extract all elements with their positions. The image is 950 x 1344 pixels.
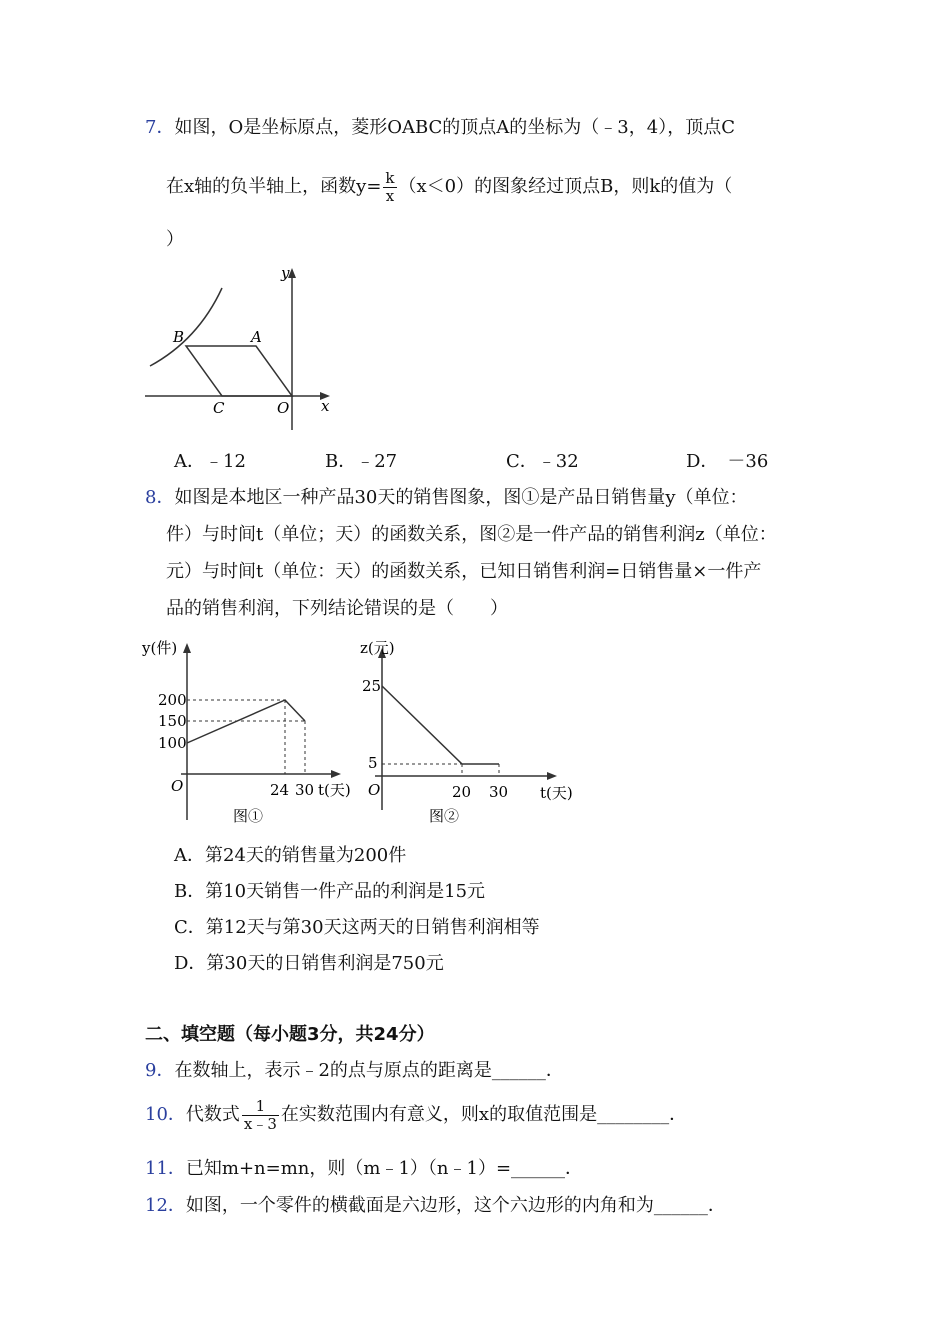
q8-line3: 元）与时间t（单位：天）的函数关系，已知日销售利润=日销售量×一件产 — [166, 561, 762, 582]
fig1-x-arrow — [331, 770, 341, 778]
q10-frac-bottom: x﹣3 — [243, 1114, 277, 1133]
fig1-y-arrow — [183, 643, 191, 653]
q7-rhombus — [186, 346, 292, 396]
q7-hyperbola — [150, 288, 222, 366]
q10-text-pre: 代数式 — [185, 1104, 240, 1125]
fig2-ytick-25: 25 — [362, 677, 382, 695]
q8-number: 8． — [145, 487, 175, 508]
fig1-ytick-150: 150 — [158, 712, 187, 730]
q8-option-a: A．第24天的销售量为200件 — [174, 845, 407, 866]
fig2-ylabel: z(元) — [360, 639, 395, 657]
q12 — [145, 1195, 726, 1217]
fig1-origin: O — [171, 777, 184, 795]
q7-label-x: x — [321, 397, 330, 415]
q9-text: 在数轴上，表示﹣2的点与原点的距离是______． — [174, 1060, 564, 1081]
q7-line3: ） — [166, 229, 184, 250]
q8-option-c: C．第12天与第30天这两天的日销售利润相等 — [174, 917, 540, 938]
q7-option-c: C．﹣32 — [506, 451, 579, 472]
q7-number: 7． — [145, 117, 175, 138]
q7-label-a: A — [251, 328, 262, 346]
q7-option-a: A．﹣12 — [174, 451, 246, 472]
q8-figure-1 — [140, 634, 365, 830]
q10-frac-top: 1 — [242, 1098, 279, 1116]
fig1-xtick-30: 30 — [295, 781, 315, 799]
q10 — [145, 1098, 687, 1132]
q7-text-line2-pre: 在x轴的负半轴上，函数y= — [166, 176, 382, 197]
q8-line1 — [145, 487, 748, 509]
fig1-ytick-100: 100 — [158, 734, 187, 752]
q11 — [145, 1158, 583, 1180]
q11-text: 已知m+n=mn，则（m﹣1）（n﹣1）=______． — [185, 1158, 584, 1179]
fig1-xtick-24: 24 — [270, 781, 290, 799]
q11-number: 11． — [145, 1158, 186, 1179]
q7-frac-bottom: x — [385, 186, 395, 205]
q8-figure-2 — [360, 634, 590, 830]
q7-label-b: B — [173, 328, 185, 346]
fig2-caption: 图② — [429, 807, 460, 825]
fig2-x-arrow — [547, 772, 557, 780]
q8-text-line1: 如图是本地区一种产品30天的销售图象，图①是产品日销售量y（单位： — [174, 487, 748, 508]
q10-text-post: 在实数范围内有意义，则x的取值范围是________． — [280, 1104, 688, 1125]
fig1-xlabel: t(天) — [318, 781, 351, 799]
fig1-line — [187, 700, 305, 743]
q8-line2: 件）与时间t（单位；天）的函数关系，图②是一件产品的销售利润z（单位： — [166, 524, 777, 545]
q7-frac-top: k — [385, 169, 395, 187]
fig2-origin: O — [368, 781, 381, 799]
fig2-xlabel: t(天) — [540, 784, 573, 802]
q7-line1 — [145, 117, 735, 139]
fig2-ytick-5: 5 — [368, 754, 378, 772]
q7-label-y: y — [281, 264, 290, 282]
section-2-title: 二、填空题（每小题3分，共24分） — [145, 1024, 435, 1045]
q8-option-d: D．第30天的日销售利润是750元 — [174, 953, 444, 974]
fig2-xtick-20: 20 — [452, 783, 472, 801]
q7-text-line1: 如图，O是坐标原点，菱形OABC的顶点A的坐标为（﹣3，4），顶点C — [174, 117, 735, 138]
q9 — [145, 1060, 564, 1082]
fig1-ytick-200: 200 — [158, 691, 187, 709]
q12-text: 如图，一个零件的横截面是六边形，这个六边形的内角和为______． — [185, 1195, 726, 1216]
fig2-line — [382, 686, 499, 764]
q7-line2 — [166, 170, 732, 204]
q8-line4: 品的销售利润，下列结论错误的是（ ） — [166, 598, 508, 619]
q7-option-d: D． －36 — [686, 451, 769, 472]
q7-label-o: O — [277, 399, 290, 417]
fig2-xtick-30: 30 — [489, 783, 509, 801]
q7-option-b: B．﹣27 — [325, 451, 398, 472]
q7-text-line2-post: （x＜0）的图象经过顶点B，则k的值为（ — [398, 176, 733, 197]
fig1-ylabel: y(件) — [142, 639, 178, 657]
q10-number: 10． — [145, 1104, 186, 1125]
q7-fraction — [383, 170, 396, 204]
q7-figure — [140, 262, 340, 434]
q9-number: 9． — [145, 1060, 175, 1081]
q12-number: 12． — [145, 1195, 186, 1216]
q8-option-b: B．第10天销售一件产品的利润是15元 — [174, 881, 486, 902]
q7-label-c: C — [213, 399, 225, 417]
fig1-caption: 图① — [233, 807, 264, 825]
q10-fraction — [242, 1098, 279, 1132]
